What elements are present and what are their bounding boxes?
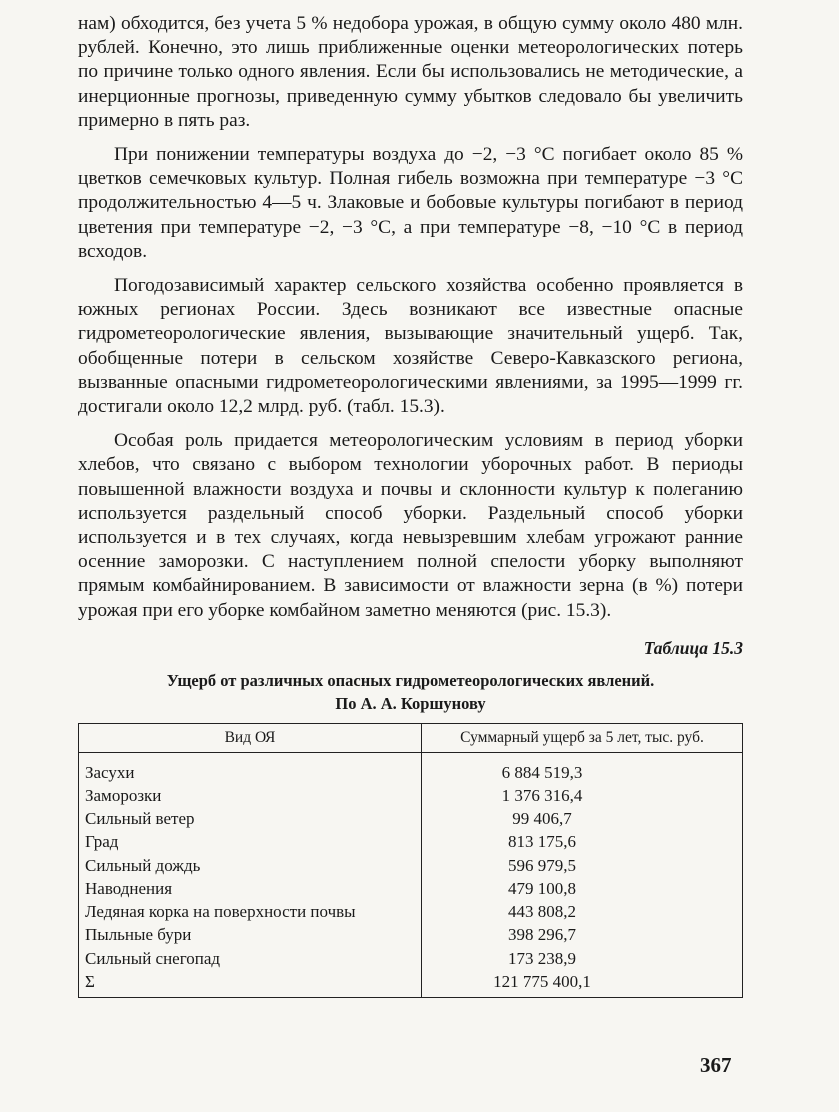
column-header: Вид ОЯ [79, 723, 422, 752]
phenomenon-cell: Сильный ветер [79, 807, 422, 830]
table-row [79, 923, 743, 946]
table-row [79, 947, 743, 970]
table-total-row [79, 970, 743, 998]
damage-cell: 398 296,7 [422, 923, 743, 946]
phenomenon-cell: Пыльные бури [79, 923, 422, 946]
table-title-line: Ущерб от различных опасных гидрометеорологических явлений. [166, 670, 655, 690]
paragraph: При понижении температуры воздуха до −2, −3 °С погибает около 85 % цветков семечковых культур. Полная гибель возможна при температуре −3 °С продолжительностью 4—5 ч. Злаковые и бобовые культуры погибают в период цветения при температуре −2, −3 °С, а при температуре −8, −10 °С в период всходов. [78, 144, 743, 262]
table-row [79, 854, 743, 877]
damage-cell: 6 884 519,3 [422, 752, 743, 784]
table-row [79, 752, 743, 784]
phenomenon-cell: Засухи [79, 752, 422, 784]
damage-cell: 99 406,7 [422, 807, 743, 830]
total-cell: 121 775 400,1 [422, 970, 743, 998]
damage-cell: 1 376 316,4 [422, 784, 743, 807]
paragraph: Погодозависимый характер сельского хозяйства особенно проявляется в южных регионах России. Здесь возникают все известные опасные гидрометеорологические явления, вызывающие значительный ущерб. Так, обобщенные потери в сельском хозяйстве Северо-Кавказского региона, вызванные опасными гидрометеорологическими явлениями, за 1995—1999 гг. достигали около 12,2 млрд. руб. (табл. 15.3). [78, 275, 743, 418]
damage-table [78, 723, 743, 998]
table-row [79, 784, 743, 807]
damage-cell: 596 979,5 [422, 854, 743, 877]
page-number: 367 [700, 1053, 732, 1077]
phenomenon-cell: Сильный снегопад [79, 947, 422, 970]
total-symbol: Σ [79, 970, 422, 998]
damage-cell: 813 175,6 [422, 830, 743, 853]
page-body [78, 12, 743, 998]
paragraph: Особая роль придается метеорологическим условиям в период уборки хлебов, что связано с выбором технологии уборочных работ. В периоды повышенной влажности воздуха и почвы и склонности культур к полеганию используется раздельный способ уборки. Раздельный способ уборки используется и в тех случаях, когда невызревшим хлебам угрожают ранние осенние заморозки. С наступлением полной спелости уборку выполняют прямым комбайнированием. В зависимости от влажности зерна (в %) потери урожая при его уборке комбайном заметно меняются (рис. 15.3). [78, 430, 743, 621]
phenomenon-cell: Наводнения [79, 877, 422, 900]
paragraph: нам) обходится, без учета 5 % недобора урожая, в общую сумму около 480 млн. рублей. Конечно, это лишь приближенные оценки метеорологических потерь по причине только одного явления. Если бы использовались не методические, а инерционные прогнозы, приведенную сумму убытков следовало бы увеличить примерно в пять раз. [78, 13, 743, 131]
phenomenon-cell: Сильный дождь [79, 854, 422, 877]
table-row [79, 877, 743, 900]
phenomenon-cell: Заморозки [79, 784, 422, 807]
damage-cell: 173 238,9 [422, 947, 743, 970]
column-header: Суммарный ущерб за 5 лет, тыс. руб. [422, 723, 743, 752]
table-title [78, 669, 743, 715]
table-row [79, 830, 743, 853]
table-row [79, 807, 743, 830]
table-header-row [79, 723, 743, 752]
table-caption: Таблица 15.3 [643, 637, 743, 658]
damage-cell: 479 100,8 [422, 877, 743, 900]
table-title-line: По А. А. Коршунову [335, 693, 486, 713]
phenomenon-cell: Ледяная корка на поверхности почвы [79, 900, 422, 923]
phenomenon-cell: Град [79, 830, 422, 853]
damage-cell: 443 808,2 [422, 900, 743, 923]
table-row [79, 900, 743, 923]
